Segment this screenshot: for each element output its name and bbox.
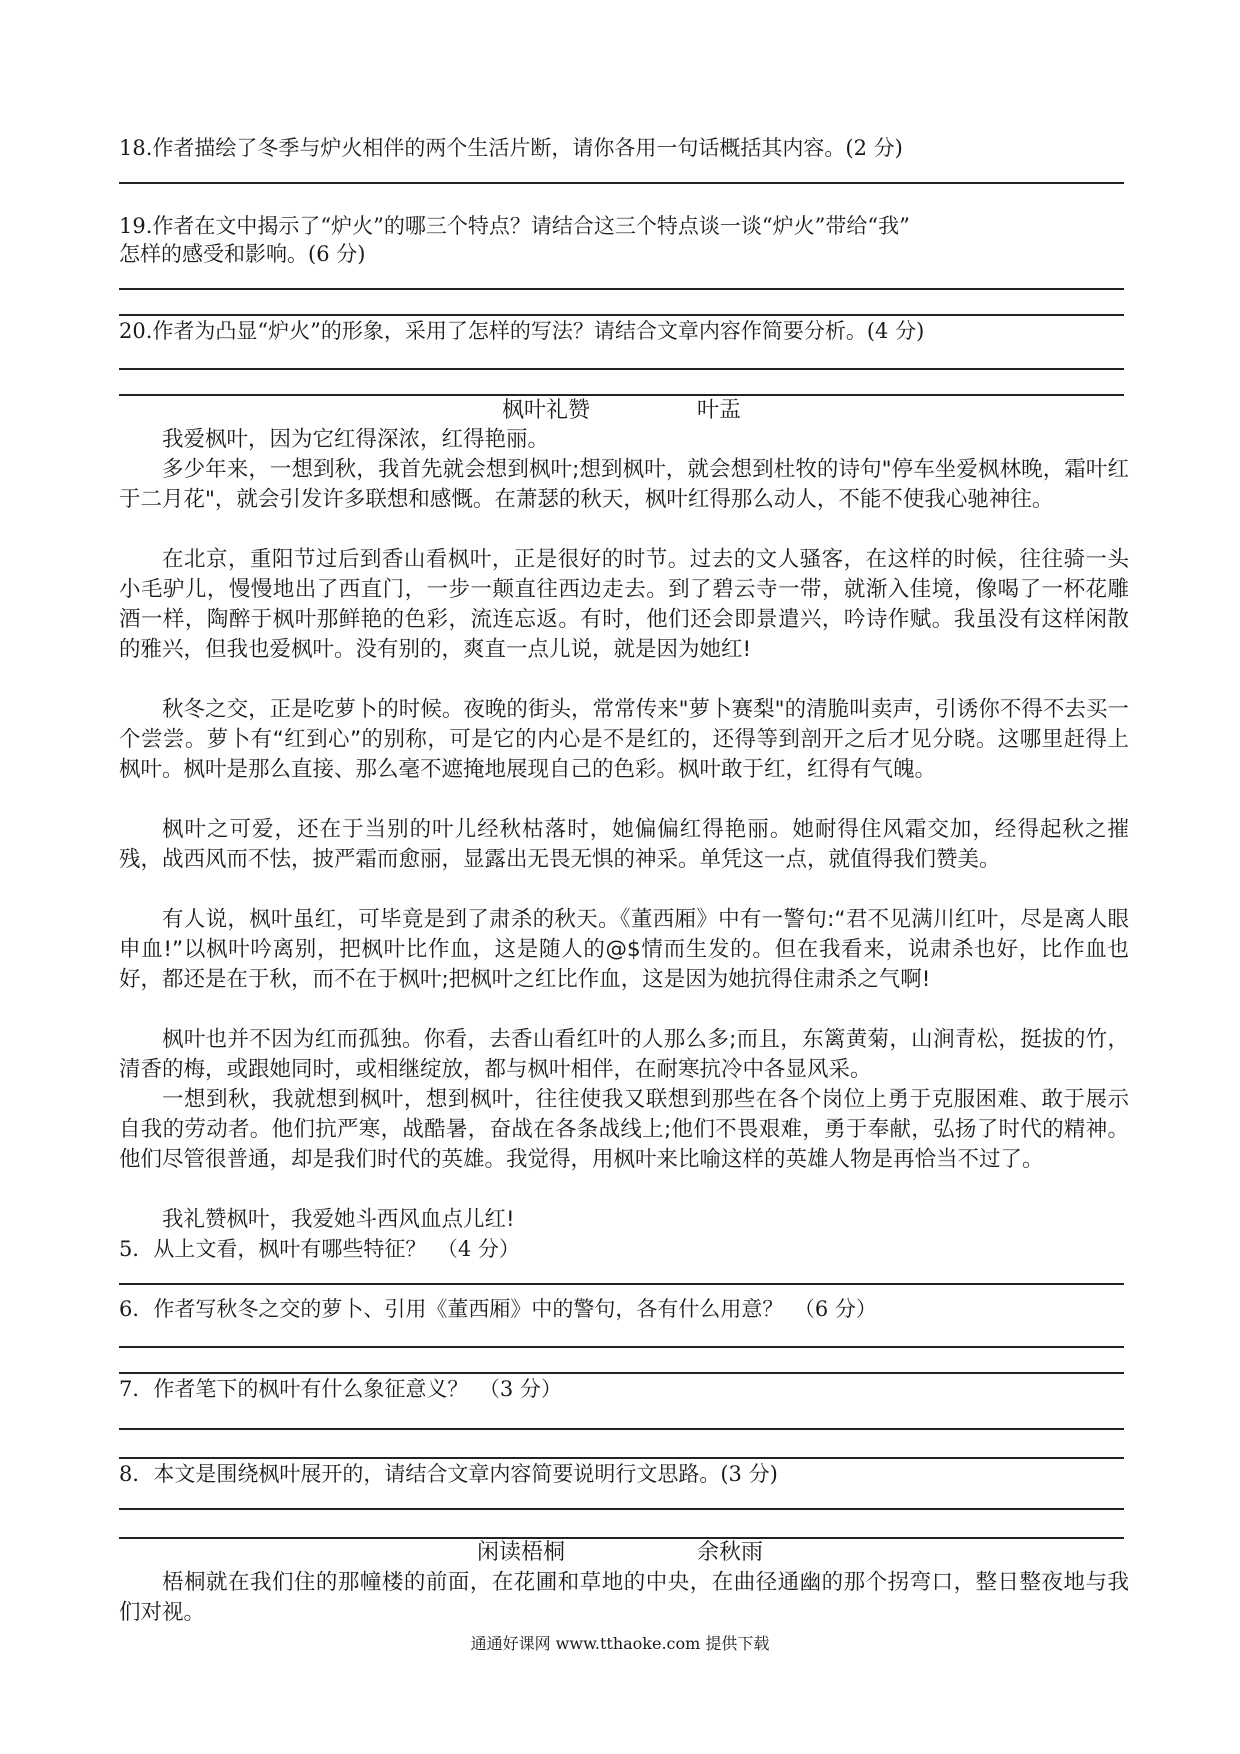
question-19-line1: 19.作者在文中揭示了“炉火”的哪三个特点？请结合这三个特点谈一谈“炉火”带给“我” (119, 214, 910, 238)
question-20: 20.作者为凸显“炉火”的形象，采用了怎样的写法？请结合文章内容作简要分析。(4 分) (119, 319, 925, 343)
article-author: 余秋雨 (697, 1540, 764, 1565)
answer-line (119, 288, 1124, 290)
answer-line (119, 1457, 1124, 1459)
question-8: 8．本文是围绕枫叶展开的，请结合文章内容简要说明行文思路。(3 分) (119, 1462, 778, 1486)
page-footer: 通通好课网 www.tthaoke.com 提供下载 (470, 1634, 770, 1653)
article-paragraph: 多少年来，一想到秋，我首先就会想到枫叶;想到枫叶，就会想到杜牧的诗句"停车坐爱枫林晚，霜叶红于二月花"，就会引发许多联想和感慨。在萧瑟的秋天，枫叶红得那么动人，不能不使我心驰神往。 (119, 457, 1129, 512)
question-5: 5．从上文看，枫叶有哪些特征？ （4 分） (119, 1237, 520, 1261)
article-paragraph: 梧桐就在我们住的那幢楼的前面，在花圃和草地的中央，在曲径通幽的那个拐弯口，整日整夜地与我们对视。 (119, 1570, 1129, 1625)
answer-line (119, 1346, 1124, 1348)
article-paragraph: 枫叶之可爱，还在于当别的叶儿经秋枯落时，她偏偏红得艳丽。她耐得住风霜交加，经得起秋之摧残，战西风而不怯，披严霜而愈丽，显露出无畏无惧的神采。单凭这一点，就值得我们赞美。 (119, 817, 1129, 872)
answer-line (119, 1283, 1124, 1285)
answer-line (119, 394, 1124, 396)
article-title: 枫叶礼赞 (502, 398, 591, 423)
answer-line (119, 1428, 1124, 1430)
answer-line (119, 368, 1124, 370)
article-author: 叶盂 (697, 398, 742, 423)
article-paragraph: 在北京，重阳节过后到香山看枫叶，正是很好的时节。过去的文人骚客，在这样的时候，往往骑一头小毛驴儿，慢慢地出了西直门，一步一颠直往西边走去。到了碧云寺一带，就渐入佳境，像喝了一杯花雕酒一样，陶醉于枫叶那鲜艳的色彩，流连忘返。有时，他们还会即景遣兴，吟诗作赋。我虽没有这样闲散的雅兴，但我也爱枫叶。没有别的，爽直一点儿说，就是因为她红! (119, 547, 1129, 662)
answer-line (119, 314, 1124, 316)
article-paragraph: 一想到秋，我就想到枫叶，想到枫叶，往往使我又联想到那些在各个岗位上勇于克服困难、敢于展示自我的劳动者。他们抗严寒，战酷暑，奋战在各条战线上;他们不畏艰难，勇于奉献，弘扬了时代的精神。他们尽管很普通，却是我们时代的英雄。我觉得，用枫叶来比喻这样的英雄人物是再恰当不过了。 (119, 1087, 1129, 1172)
question-6: 6．作者写秋冬之交的萝卜、引用《董西厢》中的警句，各有什么用意？ （6 分） (119, 1297, 877, 1321)
answer-line (119, 1372, 1124, 1374)
answer-line (119, 1537, 1124, 1539)
question-7: 7．作者笔下的枫叶有什么象征意义？ （3 分） (119, 1377, 562, 1401)
article-title: 闲读梧桐 (477, 1540, 566, 1565)
article-paragraph: 枫叶也并不因为红而孤独。你看，去香山看红叶的人那么多;而且，东篱黄菊，山涧青松，挺拔的竹，清香的梅，或跟她同时，或相继绽放，都与枫叶相伴，在耐寒抗冷中各显风采。 (119, 1027, 1129, 1082)
article-paragraph: 有人说，枫叶虽红，可毕竟是到了肃杀的秋天。《董西厢》中有一警句:“君不见满川红叶，尽是离人眼申血!”以枫叶吟离别，把枫叶比作血，这是随人的@$情而生发的。但在我看来，说肃杀也好，比作血也好，都还是在于秋，而不在于枫叶;把枫叶之红比作血，这是因为她抗得住肃杀之气啊! (119, 907, 1129, 992)
answer-line (119, 1508, 1124, 1510)
article-paragraph: 我爱枫叶，因为它红得深浓，红得艳丽。 (162, 427, 550, 452)
answer-line (119, 182, 1124, 184)
article-paragraph: 我礼赞枫叶，我爱她斗西风血点儿红! (162, 1207, 515, 1232)
article-paragraph: 秋冬之交，正是吃萝卜的时候。夜晚的街头，常常传来"萝卜赛梨"的清脆叫卖声，引诱你不得不去买一个尝尝。萝卜有“红到心”的别称，可是它的内心是不是红的，还得等到剖开之后才见分晓。这哪里赶得上枫叶。枫叶是那么直接、那么毫不遮掩地展现自己的色彩。枫叶敢于红，红得有气魄。 (119, 697, 1129, 782)
question-18: 18.作者描绘了冬季与炉火相伴的两个生活片断，请你各用一句话概括其内容。(2 分) (119, 136, 903, 160)
question-19-line2: 怎样的感受和影响。(6 分) (119, 242, 366, 266)
